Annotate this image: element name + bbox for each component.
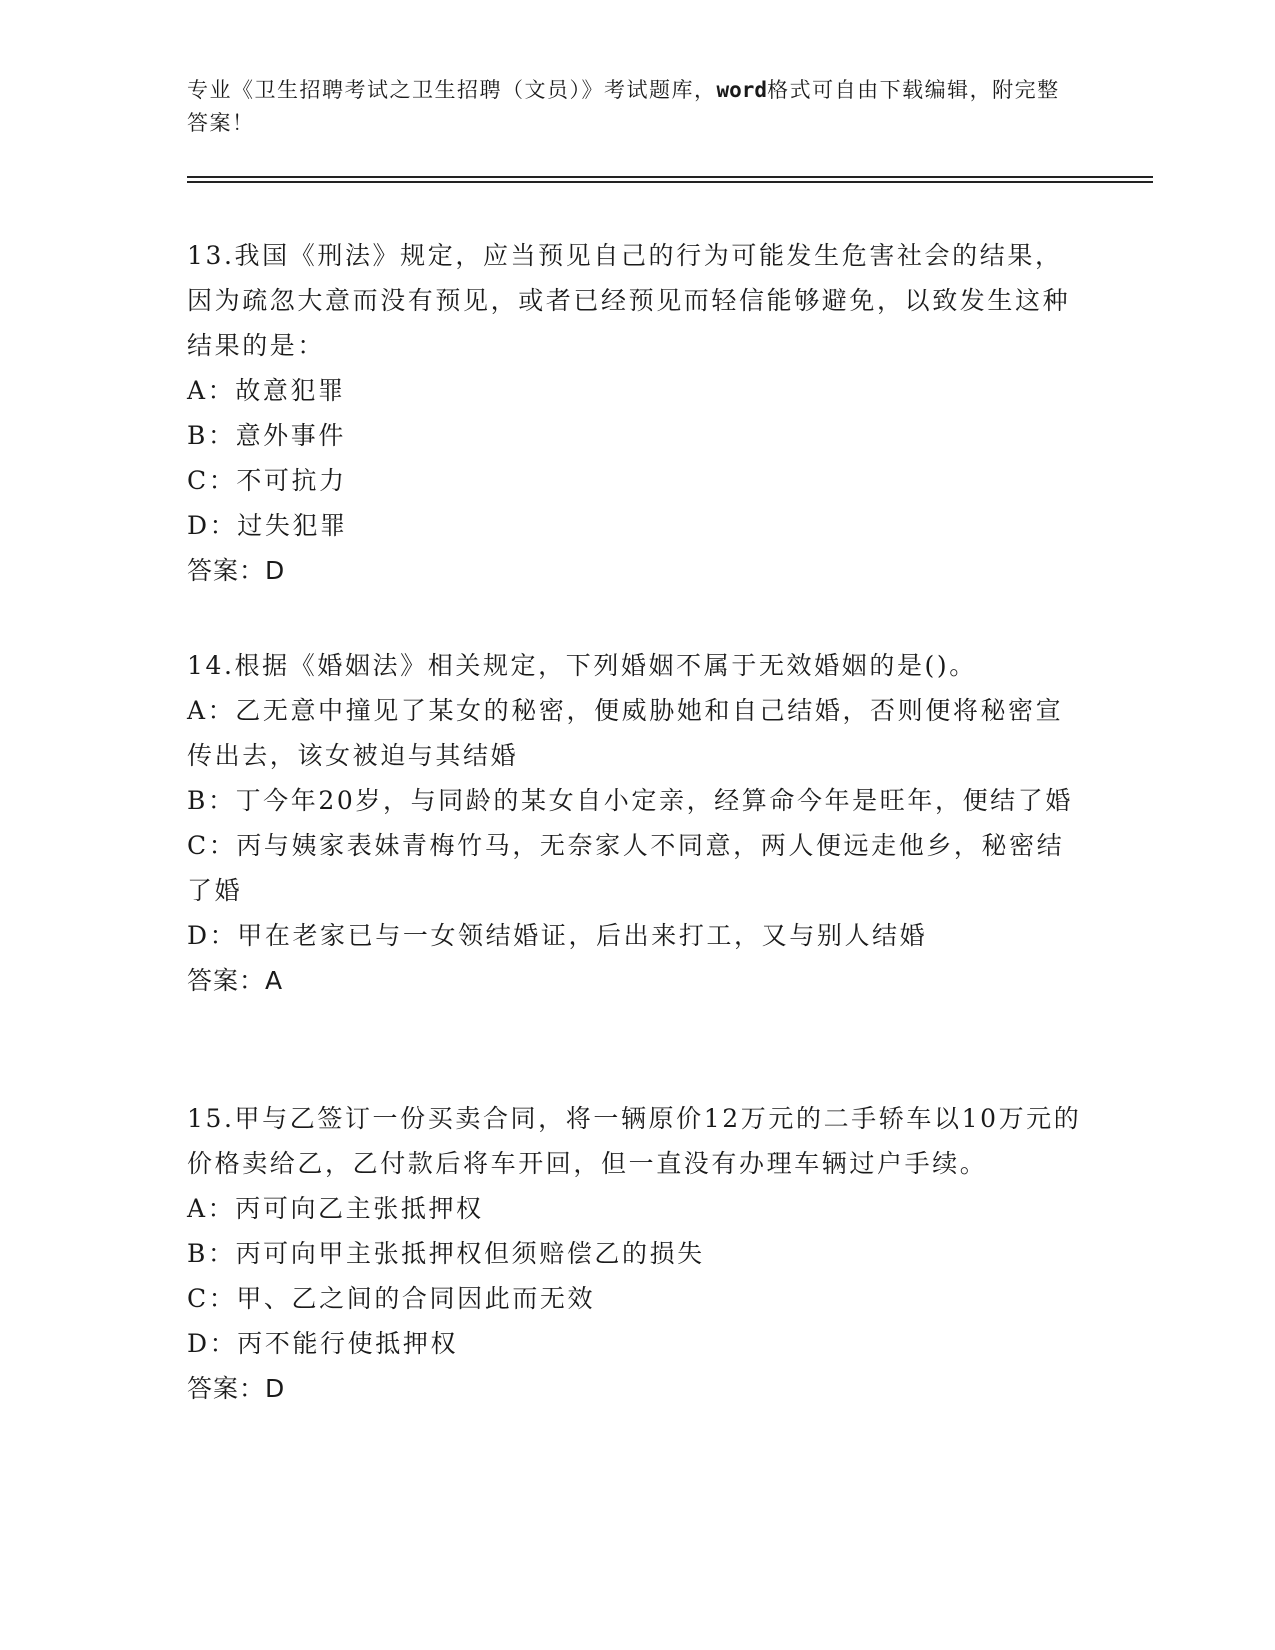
question-15 bbox=[187, 1096, 1087, 1411]
header-text-part2: 格式可自由下载编辑，附完整答案！ bbox=[187, 78, 1060, 135]
option-b: B：意外事件 bbox=[187, 421, 346, 450]
option-d: D：过失犯罪 bbox=[187, 511, 348, 540]
option-a: A：乙无意中撞见了某女的秘密，便威胁她和自己结婚，否则便将秘密宣传出去，该女被迫与其结婚 bbox=[187, 696, 1064, 770]
header-text-part1: 专业《卫生招聘考试之卫生招聘（文员）》考试题库， bbox=[187, 78, 717, 102]
answer-label: 答案：D bbox=[187, 1374, 286, 1403]
option-b: B：丁今年20岁，与同龄的某女自小定亲，经算命今年是旺年，便结了婚 bbox=[187, 786, 1073, 815]
question-13 bbox=[187, 233, 1087, 593]
header-text-word: word bbox=[716, 78, 768, 102]
question-stem: 15.甲与乙签订一份买卖合同，将一辆原价12万元的二手轿车以10万元的价格卖给乙，乙付款后将车开回，但一直没有办理车辆过户手续。 bbox=[187, 1104, 1082, 1178]
question-stem: 14.根据《婚姻法》相关规定，下列婚姻不属于无效婚姻的是()。 bbox=[187, 651, 977, 680]
option-b: B：丙可向甲主张抵押权但须赔偿乙的损失 bbox=[187, 1239, 705, 1268]
option-d: D：丙不能行使抵押权 bbox=[187, 1329, 459, 1358]
option-a: A：故意犯罪 bbox=[187, 376, 346, 405]
option-c: C：甲、乙之间的合同因此而无效 bbox=[187, 1284, 596, 1313]
answer-label: 答案：A bbox=[187, 966, 284, 995]
answer-label: 答案：D bbox=[187, 556, 286, 585]
header-divider-top bbox=[187, 176, 1153, 178]
option-c: C：不可抗力 bbox=[187, 466, 347, 495]
document-header bbox=[187, 74, 1067, 140]
option-c: C：丙与姨家表妹青梅竹马，无奈家人不同意，两人便远走他乡，秘密结了婚 bbox=[187, 831, 1065, 905]
option-d: D：甲在老家已与一女领结婚证，后出来打工，又与别人结婚 bbox=[187, 921, 928, 950]
header-divider-bottom bbox=[187, 181, 1153, 183]
question-stem: 13.我国《刑法》规定，应当预见自己的行为可能发生危害社会的结果，因为疏忽大意而没有预见，或者已经预见而轻信能够避免，以致发生这种结果的是： bbox=[187, 241, 1071, 360]
option-a: A：丙可向乙主张抵押权 bbox=[187, 1194, 484, 1223]
question-14 bbox=[187, 643, 1087, 1003]
